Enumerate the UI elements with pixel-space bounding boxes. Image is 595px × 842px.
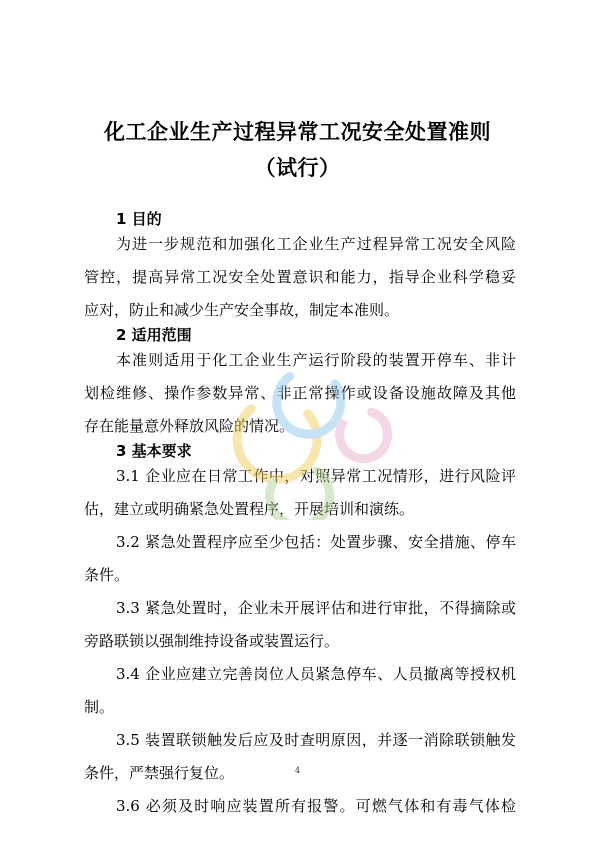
paragraph-line: 管控，提高异常工况安全处置意识和能力，指导企业科学稳妥 (84, 268, 516, 286)
section-paragraph-scope (84, 344, 516, 443)
clause-line: 制。 (84, 698, 115, 716)
clause-line: 3.1 企业应在日常工作中，对照异常工况情形，进行风险评 (116, 467, 516, 485)
paragraph-line: 为进一步规范和加强化工企业生产过程异常工况安全风险 (116, 235, 516, 253)
section-heading-requirements: 3 基本要求 (116, 442, 192, 460)
paragraph-line: 划检维修、操作参数异常、非正常操作或设备设施故障及其他 (84, 384, 516, 402)
clause-line: 3.5 装置联锁触发后应及时查明原因，并逐一消除联锁触发 (116, 731, 516, 749)
section-paragraph-purpose (84, 228, 516, 327)
document-subtitle: （试行） (254, 156, 341, 180)
clause-line: 旁路联锁以强制维持设备或装置运行。 (84, 632, 340, 650)
clause-line: 3.2 紧急处置程序应至少包括：处置步骤、安全措施、停车 (116, 533, 516, 551)
clause-line: 3.6 必须及时响应装置所有报警。可燃气体和有毒气体检 (116, 797, 516, 815)
clause-line: 3.3 紧急处置时，企业未开展评估和进行审批，不得摘除或 (116, 599, 516, 617)
paragraph-line: 存在能量意外释放风险的情况。 (84, 417, 295, 435)
clause-line: 条件。 (84, 566, 130, 584)
section-heading-purpose: 1 目的 (116, 210, 162, 228)
section-heading-scope: 2 适用范围 (116, 326, 192, 344)
clause-line: 3.4 企业应建立完善岗位人员紧急停车、人员撤离等授权机 (116, 665, 516, 683)
clause-line: 估，建立或明确紧急处置程序，开展培训和演练。 (84, 500, 415, 518)
page-number: 4 (294, 766, 301, 775)
document-title: 化工企业生产过程异常工况安全处置准则 (104, 120, 491, 144)
paragraph-line: 本准则适用于化工企业生产运行阶段的装置开停车、非计 (116, 351, 516, 369)
paragraph-line: 应对，防止和减少生产安全事故，制定本准则。 (84, 301, 400, 319)
clause-line: 条件，严禁强行复位。 (84, 764, 235, 782)
